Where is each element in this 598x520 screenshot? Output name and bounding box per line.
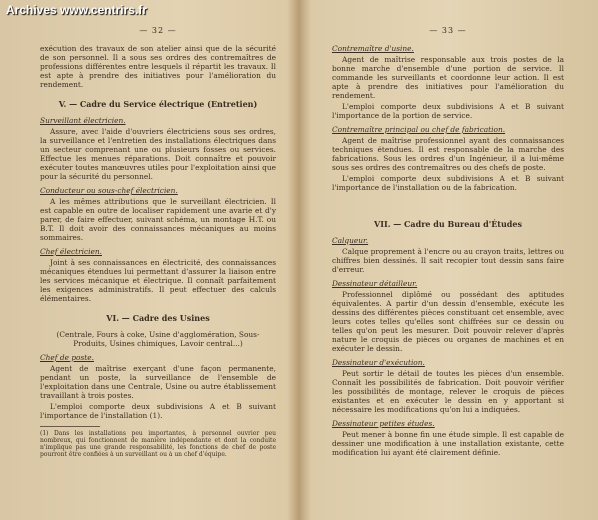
paragraph: L'emploi comporte deux subdivisions A et B suivant l'importance de l'installation (1). [40,402,276,420]
paragraph: A les mêmes attributions que le surveillant électricien. Il est capable en outre de localiser rapidement une avarie et d'y parer, de faire effectuer, suivant schéma, un montage H.T. ou B.T. Il doit avoir des connaissances mécaniques au moins sommaires. [40,197,276,242]
footnote-rule [40,426,100,427]
paragraph: Joint à ses connaissances en électricité, des connaissances mécaniques étendues lui permettant d'assurer la liaison entre les services mécanique et électrique. Il connaît parfaitement les exigences administratifs. Il peut effectuer des calculs élémentaires. [40,258,276,303]
footnote: (1) Dans les installations peu importantes, à personnel ouvrier peu nombreux, qui fonctionnent de manière indépendante et dont la conduite n'implique pas une grande responsabilité, les fonctions de chef de poste pourront être confiées à un surveillant ou à un chef d'équipe. [40,430,276,458]
subheading: Contremaître principal ou chef de fabrication. [332,125,506,134]
subheading: Dessinateur d'exécution. [332,358,425,367]
paragraph: Professionnel diplômé ou possédant des aptitudes équivalentes. A partir d'un dessin d'ensemble, exécute les dessins des différentes pièces constituant cet ensemble, avec leurs cotes telles qu'elles sont chiffrées sur ce dessin ou telles qu'on peut les mesurer. Doit pouvoir relever d'après nature le croquis de pièces ou organes de machines et en exécuter le dessin. [332,290,564,353]
subheading: Chef de poste. [40,353,94,362]
subheading: Calqueur. [332,236,369,245]
paragraph: exécution des travaux de son atelier ainsi que de la sécurité de son personnel. Il a sous ses ordres des contremaîtres de professions différentes entre lesquels il répartit les travaux. Il est apte à prendre des initiatives pour l'amélioration du rendement. [40,44,276,89]
paragraph: Calque proprement à l'encre ou au crayon traits, lettres ou chiffres bien dessinés. Il sait recopier tout dessin sans faire d'erreur. [332,247,564,274]
paragraph: L'emploi comporte deux subdivisions A et B suivant l'importance de l'installation ou de la fabrication. [332,174,564,192]
paragraph: Assure, avec l'aide d'ouvriers électriciens sous ses ordres, la surveillance et l'entretien des installations électriques dans un secteur comprenant une ou plusieurs fosses ou services. Effectue les menues réparations. Doit connaître et pouvoir exécuter toutes manœuvres utiles pour l'exploitation ainsi que pour la sécurité du personnel. [40,127,276,181]
paragraph: (Centrale, Fours à coke, Usine d'agglomération, Sous-Produits, Usines chimiques, Lavoir central...) [56,330,260,348]
page-number: — 33 — [429,26,467,35]
paragraph: Agent de maîtrise responsable aux trois postes de la bonne marche d'ensemble d'une portion de service. Il commande les surveillants et coordonne leur action. Il est apte à prendre des initiatives pour l'amélioration du rendement. [332,55,564,100]
section-title: V. — Cadre du Service électrique (Entretien) [58,99,258,109]
left-page [40,26,276,460]
paragraph: Agent de maîtrise exerçant d'une façon permanente, pendant un poste, la surveillance de l'ensemble de l'exploitation dans une Centrale, Usine ou autre établissement travaillant à trois postes. [40,364,276,400]
subheading: Contremaître d'usine. [332,44,414,53]
paragraph: L'emploi comporte deux subdivisions A et B suivant l'importance de la portion de service. [332,102,564,120]
section-title: VI. — Cadre des Usines [106,313,210,323]
paragraph: Peut mener à bonne fin une étude simple. Il est capable de dessiner une modification à une installation existante, cette modification lui ayant été clairement définie. [332,430,564,457]
subheading: Chef électricien. [40,247,102,256]
page-number: — 32 — [139,26,177,35]
paragraph: Agent de maîtrise professionnel ayant des connaissances techniques étendues. Il est responsable de la marche des fabrications. Sous les ordres d'un Ingénieur, il a lui-même sous ses ordres des contremaîtres ou des chefs de poste. [332,136,564,172]
watermark: Archives www.centrirs.fr [6,3,147,17]
subheading: Dessinateur petites études. [332,419,435,428]
section-title: VII. — Cadre du Bureau d'Études [374,219,522,229]
paragraph: Peut sortir le détail de toutes les pièces d'un ensemble. Connaît les possibilités de fabrication. Doit pouvoir vérifier les possibilités de montage, relever le croquis de pièces existantes et en exécuter le dessin en y apportant si nécessaire les modifications qu'on lui a indiquées. [332,369,564,414]
right-page [332,26,564,459]
subheading: Dessinateur détailleur. [332,279,418,288]
subheading: Surveillant électricien. [40,116,126,125]
subheading: Conducteur ou sous-chef électricien. [40,186,178,195]
